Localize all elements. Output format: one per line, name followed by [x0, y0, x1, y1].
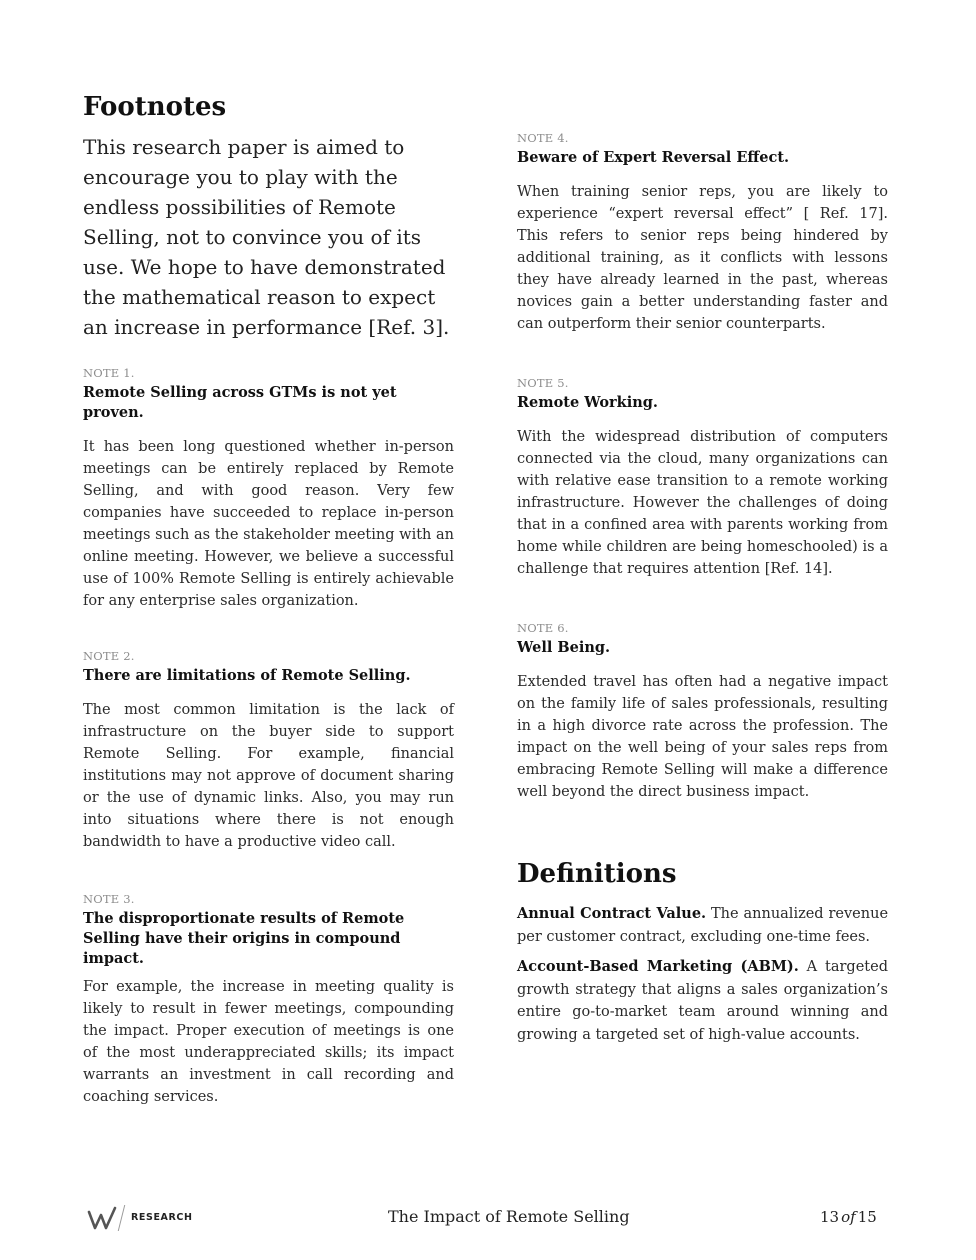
page-of: of: [841, 1208, 856, 1226]
logo-research-label: RESEARCH: [131, 1212, 193, 1223]
footnotes-intro: This research paper is aimed to encourage you to play with the endless possibilities of Remote Selling, not to convince you of its use. We hope to have demonstrated the mathematical reason to expect an increase in performance [Ref. 3].: [83, 135, 450, 339]
definition-term: Account-Based Marketing (ABM).: [517, 958, 799, 975]
w-logo-icon: [87, 1206, 119, 1232]
note-label: NOTE 3.: [83, 892, 135, 906]
note-title: Well Being.: [517, 639, 611, 656]
note-body: The most common limitation is the lack of infrastructure on the buyer side to support Remote Selling. For example, financial institutions may not approve of document sharing or the use of dynamic links. Also, you may run into situations where there is not enough bandwidth to have a productive video call.: [83, 702, 454, 850]
right-column: [517, 131, 888, 1054]
footer-document-title: The Impact of Remote Selling: [388, 1207, 630, 1226]
definitions-heading: Definitions: [517, 859, 677, 889]
page-total: 15: [857, 1208, 877, 1226]
definition-text: A targeted growth strategy that aligns a sales organization’s entire go-to-market team around winning and growing a targeted set of high-value accounts.: [517, 959, 888, 1043]
note-title: The disproportionate results of Remote Selling have their origins in compound impact.: [83, 910, 405, 967]
note-title: Remote Selling across GTMs is not yet proven.: [83, 384, 397, 421]
note-body: For example, the increase in meeting quality is likely to result in fewer meetings, compounding the impact. Proper execution of meetings is one of the most underappreciated skills; its impact warrants an investment in call recording and coaching services.: [83, 979, 454, 1105]
note-4: [517, 131, 888, 335]
definitions-list: [517, 903, 888, 1046]
note-1: [83, 366, 454, 612]
note-body: Extended travel has often had a negative impact on the family life of sales professionals, resulting in a high divorce rate across the profession. The impact on the well being of your sales reps from embracing Remote Selling will make a difference well beyond the direct business impact.: [517, 674, 888, 800]
note-body: With the widespread distribution of computers connected via the cloud, many organizations can with relative ease transition to a remote working infrastructure. However the challenges of doing that in a confined area with parents working from home while children are being homeschooled) is a challenge that requires attention [Ref. 14].: [517, 429, 888, 577]
note-title: Remote Working.: [517, 394, 658, 411]
note-label: NOTE 1.: [83, 366, 135, 380]
definition-text: The annualized revenue per customer contract, excluding one-time fees.: [517, 906, 889, 945]
note-label: NOTE 4.: [517, 131, 569, 145]
page-number: [820, 1208, 877, 1226]
note-label: NOTE 2.: [83, 649, 135, 663]
note-5: [517, 376, 888, 580]
note-label: NOTE 6.: [517, 621, 569, 635]
page-footer: [0, 1196, 976, 1240]
note-3: [83, 892, 454, 1108]
page-current: 13: [820, 1208, 840, 1226]
note-body: When training senior reps, you are likely to experience “expert reversal effect” [ Ref. 17]. This refers to senior reps being hindered by additional training, as it conflicts with lessons they have already learned in the past, whereas novices gain a better understanding faster and can outperform their senior counterparts.: [517, 184, 888, 332]
note-label: NOTE 5.: [517, 376, 569, 390]
note-title: There are limitations of Remote Selling.: [83, 667, 411, 684]
footnotes-heading: Footnotes: [83, 92, 227, 122]
definition-item: [517, 903, 888, 948]
note-title: Beware of Expert Reversal Effect.: [517, 149, 790, 166]
left-column: [83, 88, 454, 1108]
definition-item: [517, 956, 888, 1046]
note-6: [517, 621, 888, 803]
note-body: It has been long questioned whether in-person meetings can be entirely replaced by Remote Selling, and with good reason. Very few companies have succeeded to replace in-person meetings such as the stakeholder meeting with an online meeting. However, we believe a successful use of 100% Remote Selling is entirely achievable for any enterprise sales organization.: [83, 439, 454, 609]
note-2: [83, 649, 454, 853]
definition-term: Annual Contract Value.: [517, 905, 707, 922]
